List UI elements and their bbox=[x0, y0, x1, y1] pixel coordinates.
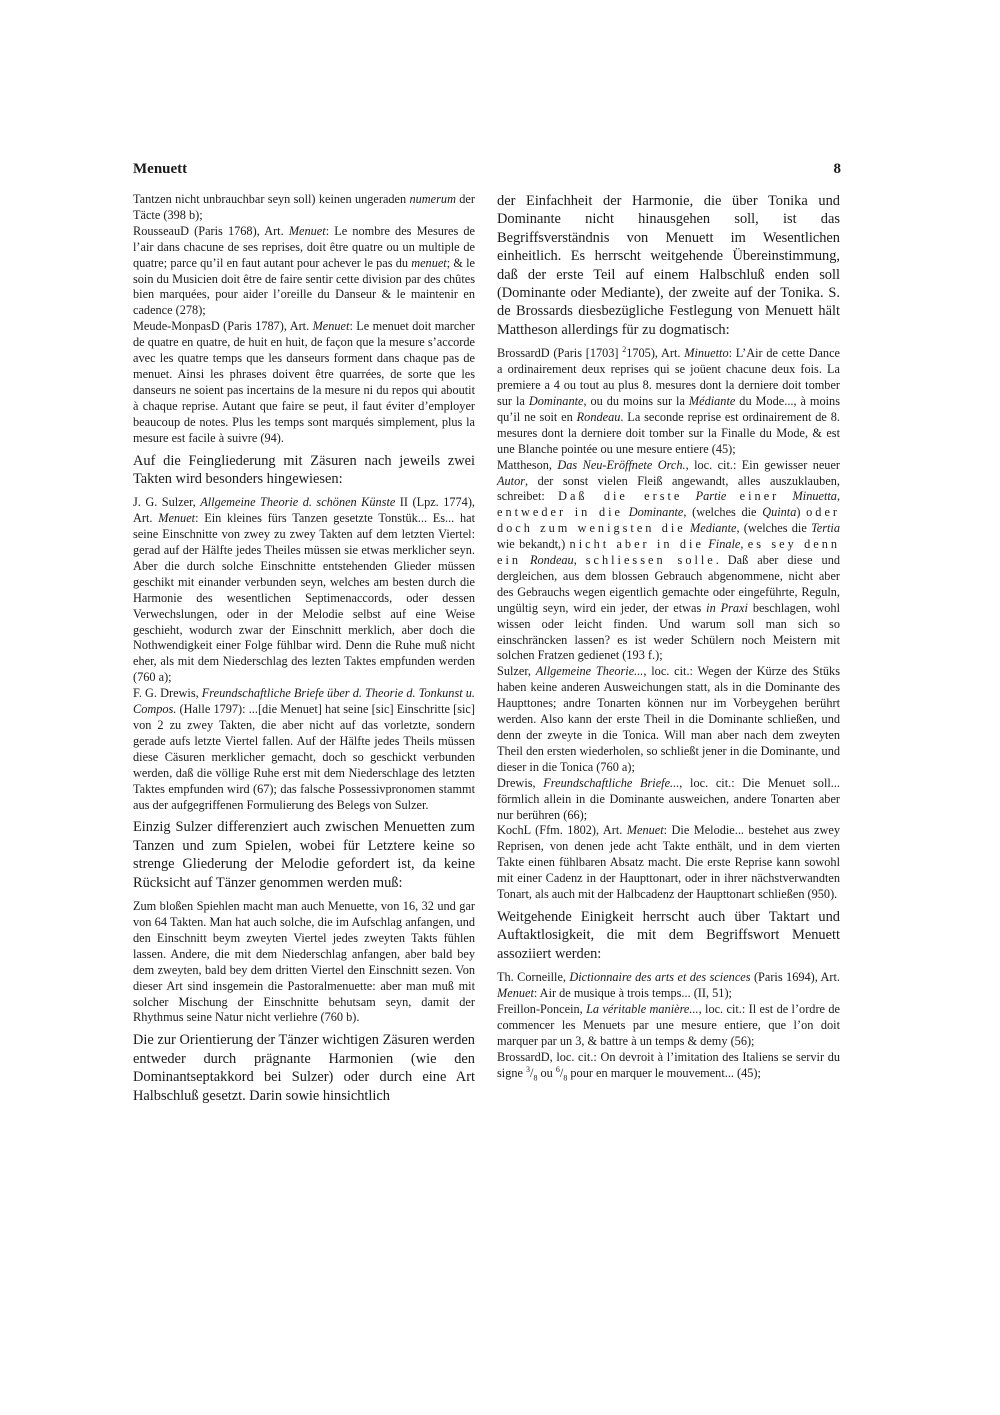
quote-corneille: Th. Corneille, Dictionnaire des arts et des sciences (Paris 1694), Art. Menuet: Air de musique à trois temps... (II, 51); bbox=[497, 970, 840, 1001]
quote-paragraph: Tantzen nicht unbrauchbar seyn soll) keinen ungeraden numerum der Täcte (398 b); bbox=[133, 192, 475, 222]
quote-brossard: BrossardD (Paris [1703] $^2$1705), Art. Minuetto: L’Air de cette Dance a ordinairement deux reprises qui se joüent chacune deux fois. La premiere a 4 ou tout au plus 8. mesures dont la derniere doit tomber sur la Dominante, ou du moins sur la Médiante du Mode..., à moins qu’il ne soit en Rondeau. La seconde reprise est ordinairement de 8. mesures dont la derniere doit tomber sur la Finalle du Mode, & est une Blanche pointée ou une mesure entiere (45); bbox=[497, 345, 840, 456]
body-paragraph: Auf die Feingliederung mit Zäsuren nach jeweils zwei Takten wird besonders hingewiesen: bbox=[133, 452, 475, 487]
body-paragraph: Die zur Orientierung der Tänzer wichtigen Zäsuren werden entweder durch prägnante Harmonien (wie den Dominantseptakkord bei Sulzer) oder durch eine Art Halbschluß gesetzt. Darin sowie hinsichtlich bbox=[133, 1032, 475, 1104]
quote-sulzer: J. G. Sulzer, Allgemeine Theorie d. schönen Künste II (Lpz. 1774), Art. Menuet: Ein kleines fürs Tanzen gesetzte Tonstük... Es... hat seine Einschnitte von zwey zu zwey Takten auf dem letzten Viertel: gerad auf der Hälfte jedes Theiles müssen sie etwas merklicher seyn. Aber die durch solche Einschnitte entstehenden Glieder müssen geschikt mit einander verbunden seyn, welches am besten durch die Harmonie des wesentlichen Septimenaccords, oder dessen Verwechslungen, oder in der Melodie selbst auf eine Weise geschieht, wodurch zwar der Einschnitt merklich, aber doch die Nothwendigkeit einer Folge fühlbar wird. Denn die Ruhe muß nicht eher, als mit dem Niederschlag des lezten Taktes empfunden werden (760 a); bbox=[133, 495, 476, 685]
body-paragraph: der Einfachheit der Harmonie, die über Tonika und Dominante nicht hinausgehen soll, ist das Begriffsverständnis von Menuett im Wesentlichen einheitlich. Es herrscht weitgehende Übereinstimmung, daß der erste Teil auf einem Halbschluß enden soll (Dominante oder Mediante), der zweite auf der Tonika. S. de Brossards diesbezügliche Festlegung von Menuett hält Mattheson allerdings für zu dogmatisch: bbox=[497, 193, 840, 338]
quote-sulzer: Sulzer, Allgemeine Theorie..., loc. cit.: Wegen der Kürze des Stüks haben keine anderen Ausweichungen statt, als in die Dominante des Haupttones; andre Tonarten können nur im Vorbeygehen berührt werden. Also kann der erste Theil in die Dominante schließen, und denn der zweyte in die Tonica. Will man aber nach dem zweyten Theil den ersten wiederholen, so schließt jener in die Dominante, und dieser in die Tonica (760 a); bbox=[497, 664, 840, 774]
quote-freillon-poncein: Freillon-Poncein, La véritable manière..., loc. cit.: Il est de l’ordre de commencer les Menuets par une mesure entiere, que l’on doit marquer par un 3, & battre à un temps & demy (56); bbox=[497, 1002, 840, 1048]
page-number: 8 bbox=[833, 161, 841, 177]
left-column bbox=[133, 192, 475, 1112]
body-paragraph: Weitgehende Einigkeit herrscht auch über Taktart und Auftaktlosigkeit, die mit dem Begriffswort Menuett assoziiert werden: bbox=[497, 908, 840, 962]
quote-paragraph: Zum bloßen Spiehlen macht man auch Menuette, von 16, 32 und gar von 64 Takten. Man hat auch solche, die im Aufschlag anfangen, und den Einschnitt beym zweyten Viertel jedes zweyten Takts fühlen lassen. Andere, die mit dem Niederschlag anfangen, aber bald bey dem zweyten, bald bey dem dritten Viertel den Einschnitt sezen. Von dieser Art sind insgemein die Pastoralmenuette: aber man muß mit solcher Mischung der Einschnitte behutsam seyn, damit der Rhythmus seine Natur nicht verliehre (760 b). bbox=[133, 899, 475, 1025]
quote-rousseau: RousseauD (Paris 1768), Art. Menuet: Le nombre des Mesures de l’air dans chacune de ses reprises, doit être quatre ou un multiple de quatre; parce qu’il en faut autant pour achever le pas du menuet; & le soin du Musicien doit être de faire sentir cette division par des chûtes bien marquées, pour aider l’oreille du Danseur & le maintenir en cadence (278); bbox=[133, 223, 475, 318]
quote-brossard: BrossardD, loc. cit.: On devroit à l’imitation des Italiens se servir du signe $^3/_8$ ou $^6/_8$ pour en marquer le mouvement... (45); bbox=[497, 1049, 840, 1083]
quote-mattheson: Mattheson, Das Neu-Eröffnete Orch., loc. cit.: Ein gewisser neuer Autor, der sonst vielen Fleiß angewandt, alles auszuklauben, schreibet: Daß die erste Partie einer Minuetta, entweder in die Dominante, (welches die Quinta) oder doch zum wenigsten die Mediante, (welches die Tertia wie bekandt,) nicht aber in die Finale, es sey denn ein Rondeau, schliessen solle. Daß aber diese und dergleichen, aus dem blossen Gebrauch abgenommene, nicht aber des Gebrauchs wegen eigentlich gemachte oder eingeführte, Reguln, ungültig seyn, wird ein jeder, der etwas in Praxi beschlagen, wohl wissen oder leicht finden. Und warum soll man sich so einschräncken lassen? es ist weder Schülern noch Meistern mit solchen Fratzen gedienet (193 f.); bbox=[497, 457, 841, 663]
quote-drewis: Drewis, Freundschaftliche Briefe..., loc. cit.: Die Menuet soll... förmlich allein in die Dominante ausweichen, andere Tonarten aber nur berühren (66); bbox=[497, 775, 841, 822]
quote-drewis: F. G. Drewis, Freundschaftliche Briefe über d. Theorie d. Tonkunst u. Compos. (Halle 1797): ...[die Menuet] hat seine [sic] Einschritte [sic] von 2 zu zwey Takten, die aber nicht auf das vorletzte, sondern gerade aufs letzte Viertel fallen. Auf der Hälfte jedes Theils müssen diese Cäsuren merklicher gemacht, doch so geschickt verbunden werden, daß die völlige Ruhe erst mit dem Niederschlage des letzten Taktes empfunden wird (67); das falsche Possessivpronomen stammt aus der aufgegriffenen Formulierung des Belegs von Sulzer. bbox=[133, 686, 475, 812]
quote-koch: KochL (Ffm. 1802), Art. Menuet: Die Melodie... bestehet aus zwey Reprisen, von denen jede acht Takte enthält, und in dem vierten Takte einen fühlbaren Absatz macht. Die erste Reprise kann sowohl mit einer Cadenz in der Haupttonart, oder in ihrer nächstverwandten Tonart, als auch mit der Halbcadenz der Haupttonart schließen (950). bbox=[497, 823, 840, 902]
body-paragraph: Einzig Sulzer differenziert auch zwischen Menuetten zum Tanzen und zum Spielen, wobei für Letztere keine so strenge Gliederung der Melodie gefordert ist, da keine Rücksicht auf Tänzer genommen werden muß: bbox=[133, 819, 475, 891]
running-title: Menuett bbox=[133, 161, 188, 177]
right-column bbox=[497, 192, 840, 1082]
page-header bbox=[133, 161, 841, 183]
quote-meude-monpas: Meude-MonpasD (Paris 1787), Art. Menuet: Le menuet doit marcher de quatre en quatre, de huit en huit, de façon que la mesure s’accorde avec les quatre temps que les danseurs forment dans chaque pas de menuet. Ainsi les phrases doivent être quarrées, de sorte que les danseurs ne soient pas incertains de la mesure ni du repos qui aboutit à chaque reprise. Autant que faire se peut, il faut éviter d’employer beaucoup de notes. Plus les temps sont marqués simplement, plus la mesure est facile à suivre (94). bbox=[133, 319, 475, 445]
